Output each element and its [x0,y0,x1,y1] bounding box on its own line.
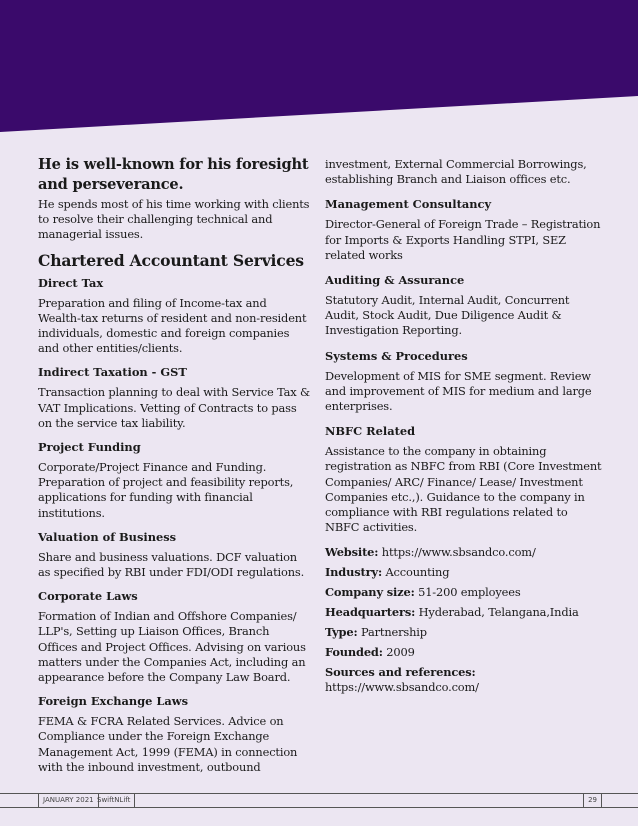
service-text: Transaction planning to deal with Service Tax & VAT Implications. Vetting of Contracts to pass on the service tax liability. [38,385,311,430]
right-column [325,157,605,700]
service-text: FEMA & FCRA Related Services. Advice on Compliance under the Foreign Exchange Management Act, 1999 (FEMA) in connection with the inbound investment, outbound [38,714,298,774]
fact-value: 51-200 employees [414,585,521,600]
fact-industry [325,565,605,580]
fact-founded [325,645,605,660]
left-column [38,155,312,784]
service-text: Assistance to the company in obtaining registration as NBFC from RBI (Core Investment Companies/ ARC/ Finance/ Lease/ Investment Companies etc.,). Guidance to the company in compliance with RBI regulations related to NBFC activities. [325,444,602,535]
service-text: Director-General of Foreign Trade – Registration for Imports & Exports Handling STPI, SEZ related works [325,217,601,262]
fact-type [325,625,605,640]
service-text: Share and business valuations. DCF valuation as specified by RBI under FDI/ODI regulations. [38,549,305,580]
fact-label: Company size: [325,585,415,600]
service-foreign-exchange [38,694,312,775]
fact-label: Website: [325,545,379,560]
service-title: Corporate Laws [38,589,138,604]
fact-label: Headquarters: [325,605,416,620]
service-project-funding [38,440,312,521]
footer-date: JANUARY 2021 [38,794,99,807]
service-management-consultancy [325,197,605,263]
fact-label: Industry: [325,565,383,580]
service-title: Project Funding [38,440,141,455]
footer-brand: SwiftNLift [93,794,135,807]
company-facts [325,545,605,695]
fact-headquarters [325,605,605,620]
service-title: Management Consultancy [325,197,492,212]
service-text: Corporate/Project Finance and Funding. Preparation of project and feasibility reports, applications for funding with financial institutions. [38,460,294,520]
lead-heading: He is well-known for his foresight and perseverance. [38,156,309,193]
footer-rule-bottom [0,807,638,808]
fact-value: Hyderabad, Telangana,India [415,605,579,620]
service-systems [325,349,605,415]
continuation-text: investment, External Commercial Borrowings, establishing Branch and Liaison offices etc. [325,157,587,187]
fact-label: Type: [325,625,358,640]
service-text: Formation of Indian and Offshore Companies/ LLP's, Setting up Liaison Offices, Branch Offices and Project Offices. Advising on various matters under the Companies Act, including an appearance before the Company Law Board. [38,609,306,685]
fact-label: Founded: [325,645,383,660]
service-title: Foreign Exchange Laws [38,694,188,709]
service-valuation [38,530,312,580]
service-title: NBFC Related [325,424,416,439]
service-corporate-laws [38,589,312,685]
fact-value: Partnership [357,625,427,640]
service-title: Direct Tax [38,275,104,290]
service-nbfc [325,424,605,535]
fact-value[interactable]: https://www.sbsandco.com/ [325,680,479,695]
service-auditing [325,273,605,339]
fact-value: 2009 [382,645,415,660]
service-title: Auditing & Assurance [325,273,465,288]
service-title: Systems & Procedures [325,348,468,363]
intro-paragraph: He spends most of his time working with clients to resolve their challenging technical and managerial issues. [38,197,310,242]
fact-company-size [325,585,605,600]
service-title: Indirect Taxation - GST [38,365,187,380]
fact-sources [325,665,605,695]
service-indirect-taxation [38,365,312,431]
service-text: Development of MIS for SME segment. Review and improvement of MIS for medium and large enterprises. [325,368,592,414]
fact-label: Sources and references: [325,665,476,680]
page-number: 29 [583,794,602,807]
fact-value[interactable]: https://www.sbsandco.com/ [378,545,536,560]
service-direct-tax [38,276,312,357]
header-banner [0,0,638,140]
service-text: Statutory Audit, Internal Audit, Concurrent Audit, Stock Audit, Due Diligence Audit & Investigation Reporting. [325,293,570,338]
banner-diagonal-cut [0,0,638,140]
service-title: Valuation of Business [38,529,177,544]
fact-website [325,545,605,560]
service-text: Preparation and filing of Income-tax and Wealth-tax returns of resident and non-resident individuals, domestic and foreign companies and other entities/clients. [38,295,307,356]
fact-value: Accounting [382,565,450,580]
page-footer [0,790,638,810]
section-title: Chartered Accountant Services [38,250,304,270]
